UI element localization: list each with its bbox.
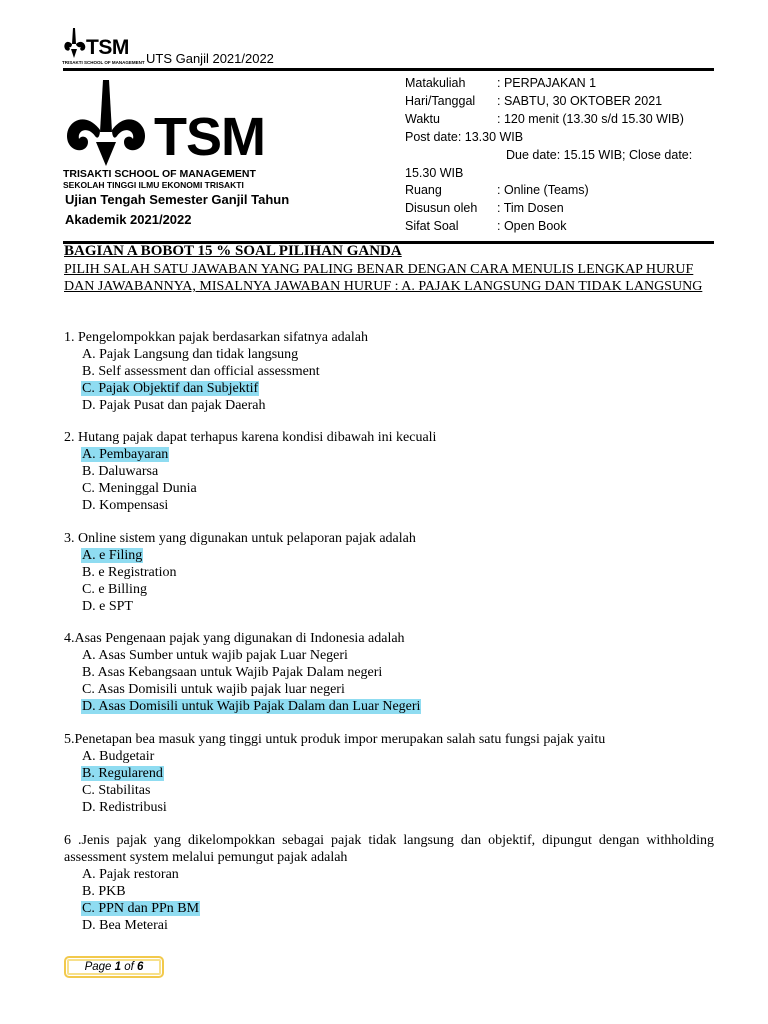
info-close-time: 15.30 WIB <box>405 166 464 180</box>
option-c-highlighted: C. Pajak Objektif dan Subjektif <box>82 381 259 396</box>
question-4 <box>64 630 714 715</box>
question-2 <box>64 429 714 514</box>
logo-school-subname: SEKOLAH TINGGI ILMU EKONOMI TRISAKTI <box>63 180 244 190</box>
question-stem: 1. Pengelompokkan pajak berdasarkan sifatnya adalah <box>64 330 369 345</box>
option-b: B. e Registration <box>82 565 177 580</box>
option-d: D. Bea Meterai <box>82 918 168 933</box>
option-a-highlighted: A. Pembayaran <box>82 447 169 462</box>
question-3 <box>64 530 714 615</box>
exam-title-line2: Akademik 2021/2022 <box>65 212 192 227</box>
info-time-label: Waktu <box>405 112 440 126</box>
header-divider <box>63 68 714 71</box>
option-d: D. Kompensasi <box>82 498 169 513</box>
page-current: 1 <box>114 961 122 973</box>
small-logo-subtext: TRISAKTI SCHOOL OF MANAGEMENT <box>62 60 145 65</box>
info-room-value: : Online (Teams) <box>497 183 589 197</box>
question-1 <box>64 329 714 414</box>
option-c: C. Meninggal Dunia <box>82 481 197 496</box>
exam-title <box>65 190 289 230</box>
option-b: B. Self assessment dan official assessment <box>82 364 320 379</box>
question-6 <box>64 832 714 934</box>
option-a: A. Pajak Langsung dan tidak langsung <box>82 347 299 362</box>
option-b: B. Asas Kebangsaan untuk Wajib Pajak Dalam negeri <box>82 665 383 680</box>
logo-wordmark: TSM <box>154 107 265 167</box>
info-room-label: Ruang <box>405 183 442 197</box>
option-a: A. Asas Sumber untuk wajib pajak Luar Negeri <box>82 648 348 663</box>
small-logo-wordmark: TSM <box>86 36 129 59</box>
exam-code: UTS Ganjil 2021/2022 <box>146 51 274 66</box>
option-d: D. Redistribusi <box>82 800 167 815</box>
info-nature-value: : Open Book <box>497 219 567 233</box>
info-course-label: Matakuliah <box>405 76 466 90</box>
info-course-value: : PERPAJAKAN 1 <box>497 76 597 90</box>
option-b: B. Daluwarsa <box>82 464 159 479</box>
option-c-highlighted: C. PPN dan PPn BM <box>82 901 200 916</box>
option-b: B. PKB <box>82 884 126 899</box>
option-c: C. Asas Domisili untuk wajib pajak luar negeri <box>82 682 345 697</box>
info-nature-label: Sifat Soal <box>405 219 459 233</box>
tsm-emblem-small-icon <box>62 28 88 60</box>
question-stem: 4.Asas Pengenaan pajak yang digunakan di Indonesia adalah <box>64 631 405 646</box>
page-number <box>64 956 164 978</box>
section-heading: BAGIAN A BOBOT 15 % SOAL PILIHAN GANDA <box>64 243 402 259</box>
option-a-highlighted: A. e Filing <box>82 548 143 563</box>
exam-title-line1: Ujian Tengah Semester Ganjil Tahun <box>65 192 290 207</box>
info-author-label: Disusun oleh <box>405 201 478 215</box>
question-stem: 6 .Jenis pajak yang dikelompokkan sebagai pajak tidak langsung dan objektif, dipungut dengan withholding assessment system melalui pemungut pajak adalah <box>64 833 714 865</box>
info-time-value: : 120 menit (13.30 s/d 15.30 WIB) <box>497 112 684 126</box>
option-a: A. Budgetair <box>82 749 155 764</box>
info-post-date: Post date: 13.30 WIB <box>405 130 524 144</box>
page-of: of <box>124 961 134 973</box>
info-due-close: Due date: 15.15 WIB; Close date: <box>506 148 693 162</box>
option-d: D. Pajak Pusat dan pajak Daerah <box>82 398 266 413</box>
option-b-highlighted: B. Regularend <box>82 766 163 781</box>
question-stem: 2. Hutang pajak dapat terhapus karena kondisi dibawah ini kecuali <box>64 430 437 445</box>
info-date-label: Hari/Tanggal <box>405 94 476 108</box>
question-stem: 3. Online sistem yang digunakan untuk pelaporan pajak adalah <box>64 531 416 546</box>
tsm-emblem-icon <box>62 80 154 168</box>
option-c: C. e Billing <box>82 582 147 597</box>
option-d: D. e SPT <box>82 599 133 614</box>
option-a: A. Pajak restoran <box>82 867 179 882</box>
question-5 <box>64 731 714 816</box>
page-word: Page <box>84 961 112 973</box>
question-stem: 5.Penetapan bea masuk yang tinggi untuk produk impor merupakan salah satu fungsi pajak yaitu <box>64 732 606 747</box>
small-tsm-logo <box>62 28 148 68</box>
option-d-highlighted: D. Asas Domisili untuk Wajib Pajak Dalam dan Luar Negeri <box>82 699 421 714</box>
page-total: 6 <box>137 961 144 973</box>
section-instruction: PILIH SALAH SATU JAWABAN YANG PALING BENAR DENGAN CARA MENULIS LENGKAP HURUF DAN JAWABANNYA, MISALNYA JAWABAN HURUF : A. PAJAK LANGSUNG DAN TIDAK LANGSUNG <box>64 262 703 294</box>
info-date-value: : SABTU, 30 OKTOBER 2021 <box>497 94 663 108</box>
info-author-value: : Tim Dosen <box>497 201 564 215</box>
option-c: C. Stabilitas <box>82 783 151 798</box>
logo-school-name: TRISAKTI SCHOOL OF MANAGEMENT <box>63 168 256 180</box>
